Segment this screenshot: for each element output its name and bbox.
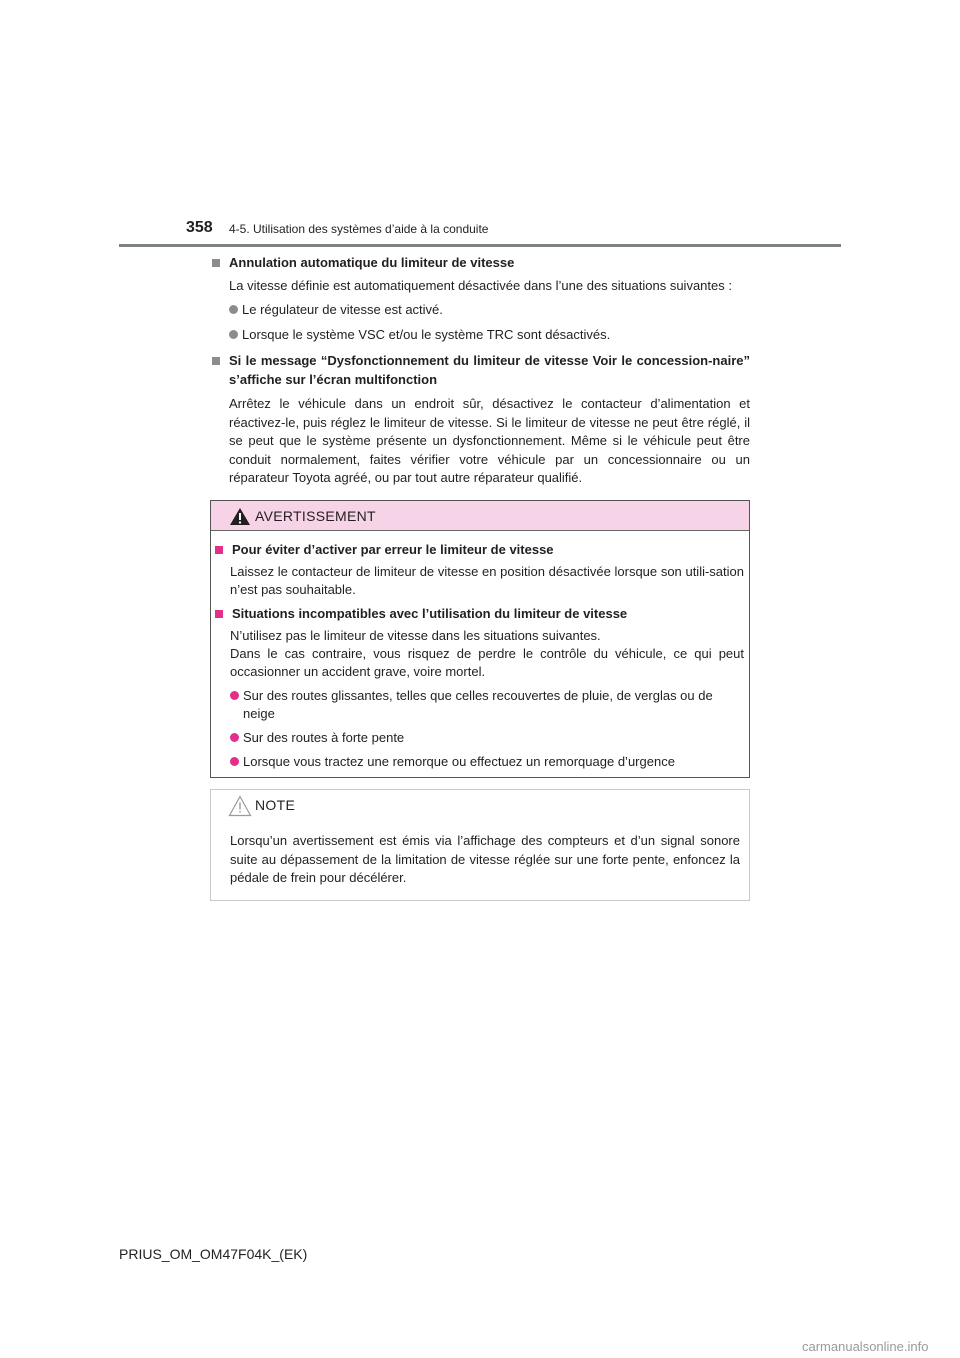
warning-paragraph: Dans le cas contraire, vous risquez de perdre le contrôle du véhicule, ce qui peut occasionner un accident grave, voire mortel. [230,646,744,679]
section-heading [210,352,750,389]
page-header [0,0,960,250]
heading-text: Pour éviter d’activer par erreur le limiteur de vitesse [232,542,554,557]
square-bullet-icon [212,357,220,365]
square-bullet-icon [215,546,223,554]
main-content [210,254,750,488]
circle-bullet-icon [230,757,239,766]
section-title: 4-5. Utilisation des systèmes d’aide à la conduite [229,222,489,236]
section-heading [210,254,750,273]
list-item [230,729,744,747]
list-item-text: Sur des routes à forte pente [243,730,405,745]
warning-title: AVERTISSEMENT [255,508,376,524]
list-item-text: Le régulateur de vitesse est activé. [242,302,443,317]
heading-text: Annulation automatique du limiteur de vitesse [229,255,515,270]
list-item [229,326,750,345]
page-number: 358 [186,219,213,236]
body-paragraph: La vitesse définie est automatiquement désactivée dans l’une des situations suivantes : [229,277,732,293]
square-bullet-icon [212,259,220,267]
warning-paragraph: Laissez le contacteur de limiteur de vitesse en position désactivée lorsque son utili-sation n’est pas souhaitable. [230,564,744,597]
header-divider [119,244,841,247]
heading-text: Si le message “Dysfonctionnement du limiteur de vitesse Voir le concession-naire” s’affiche sur l’écran multifonction [229,353,750,387]
note-text: Lorsqu’un avertissement est émis via l’affichage des compteurs et d’un signal sonore suite au dépassement de la limitation de vitesse réglée sur une forte pente, enfoncez la pédale de frein pour décélérer. [230,833,740,885]
warning-heading [213,605,749,623]
circle-bullet-icon [229,305,238,314]
heading-text: Situations incompatibles avec l’utilisation du limiteur de vitesse [232,606,628,621]
circle-bullet-icon [229,330,238,339]
square-bullet-icon [215,610,223,618]
caution-triangle-icon [228,795,252,817]
list-item [230,753,744,771]
warning-header [211,501,749,531]
warning-paragraph: N’utilisez pas le limiteur de vitesse dans les situations suivantes. [230,628,601,643]
document-code: PRIUS_OM_OM47F04K_(EK) [119,1246,308,1262]
list-item [230,687,744,723]
list-item-text: Sur des routes glissantes, telles que celles recouvertes de pluie, de verglas ou de neige [243,688,713,721]
warning-heading [213,541,749,559]
watermark: carmanualsonline.info [802,1339,929,1354]
circle-bullet-icon [230,691,239,700]
warning-triangle-icon [229,507,251,526]
list-item-text: Lorsque le système VSC et/ou le système TRC sont désactivés. [242,326,611,342]
note-title: NOTE [255,797,296,813]
note-box [210,789,750,901]
list-item-text: Lorsque vous tractez une remorque ou effectuez un remorquage d’urgence [243,754,675,769]
body-paragraph: Arrêtez le véhicule dans un endroit sûr, désactivez le contacteur d’alimentation et réactivez-le, puis réglez le limiteur de vitesse. Si le limiteur de vitesse ne peut être réglé, il se peut que le système présente un dysfonctionnement. Même si le véhicule peut être conduit normalement, faites vérifier votre véhicule par un concessionnaire ou un réparateur Toyota agréé, ou par tout autre réparateur qualifié. [229,396,750,485]
warning-body [211,541,749,771]
circle-bullet-icon [230,733,239,742]
warning-box [210,500,750,778]
list-item [229,301,750,320]
